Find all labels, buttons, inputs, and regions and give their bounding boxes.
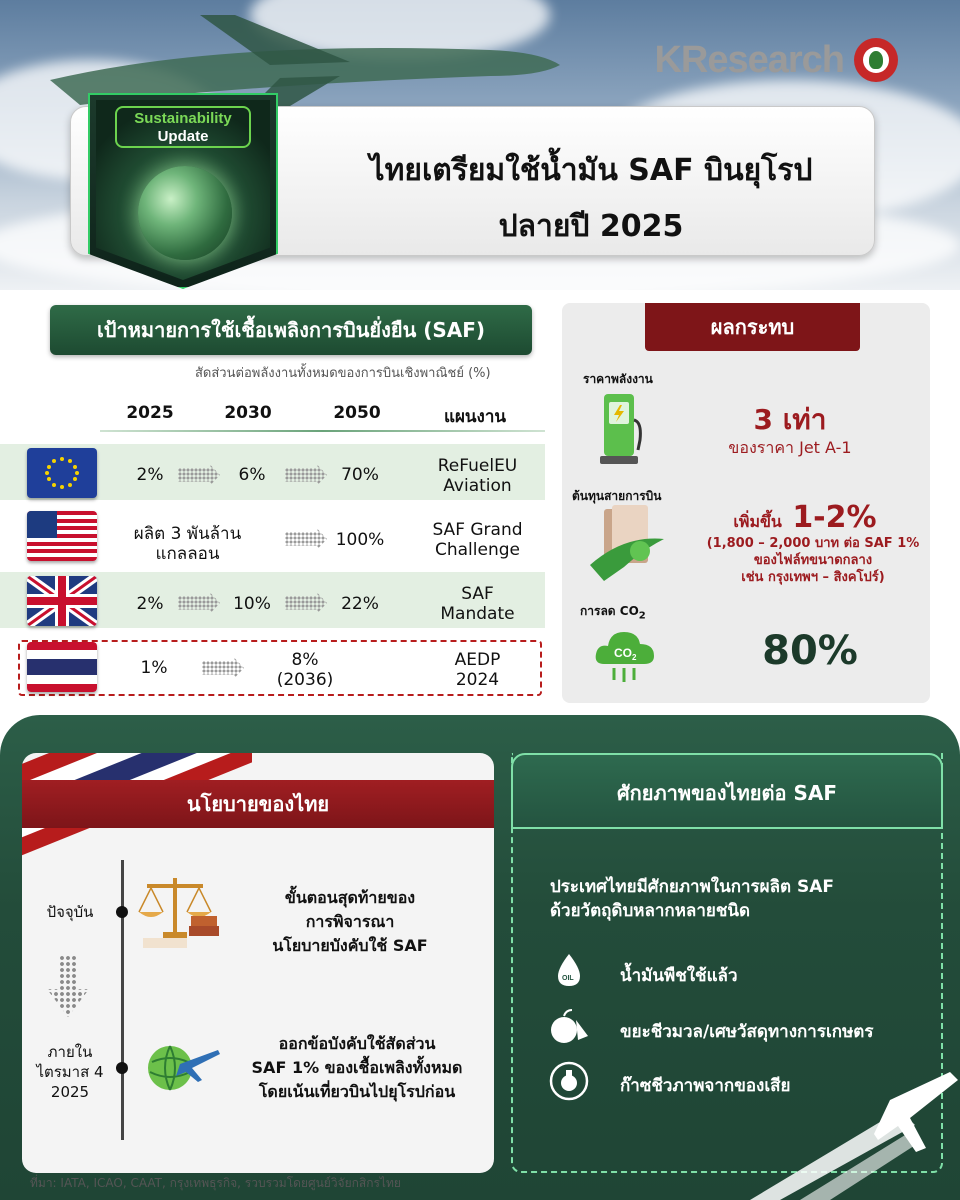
co2-icon-text: CO <box>614 646 632 660</box>
later-label-line-3: 2025 <box>50 1083 90 1101</box>
now-text-line-1: ขั้นตอนสุดท้ายของ <box>284 888 416 907</box>
usa-plan-line-1: SAF Grand <box>432 520 523 540</box>
usa-plan-line-2: Challenge <box>435 540 520 560</box>
timeline-now-label: ปัจจุบัน <box>46 903 94 921</box>
source-note: ที่มา: IATA, ICAO, CAAT, กรุงเทพธุรกิจ, รวบรวมโดยศูนย์วิจัยกสิกรไทย <box>30 1176 401 1190</box>
money-plane-icon <box>584 505 670 587</box>
kresearch-logo <box>654 38 898 82</box>
later-text-line-1: ออกข้อบังคับใช้สัดส่วน <box>278 1034 436 1053</box>
globe-airplane-icon <box>146 1040 222 1096</box>
co2-reduction-label <box>580 602 646 621</box>
airline-cost-label: ต้นทุนสายการบิน <box>572 489 662 503</box>
badge-line-2: Update <box>157 128 209 145</box>
column-header-2030: 2030 <box>224 403 272 423</box>
usa-2050-value: 100% <box>335 530 385 550</box>
timeline-later-text <box>226 1032 488 1104</box>
timeline-now-text <box>230 886 470 958</box>
potential-heading-text: ศักยภาพของไทยต่อ SAF <box>616 781 838 805</box>
oil-drop-recycle-icon <box>548 950 590 992</box>
cost-note-line-3: เช่น กรุงเทพฯ – สิงคโปร์) <box>741 570 885 585</box>
fruit-vegetable-icon <box>548 1006 590 1048</box>
policy-heading: นโยบายของไทย <box>22 780 494 828</box>
energy-price-value: 3 เท่า <box>753 403 827 436</box>
now-text-line-3: นโยบายบังคับใช้ SAF <box>272 936 428 955</box>
uk-plan-line-2: Mandate <box>440 604 515 624</box>
eu-flag-icon <box>27 448 97 498</box>
uk-2025-value: 2% <box>136 594 164 614</box>
divider <box>100 430 545 432</box>
targets-subtitle: สัดส่วนต่อพลังงานทั้งหมดของการบินเชิงพาณิชย์ (%) <box>195 366 491 381</box>
page-title <box>331 143 851 255</box>
later-label-line-1: ภายใน <box>47 1043 93 1061</box>
eu-plan-line-2: Aviation <box>443 476 512 496</box>
potential-heading <box>511 753 943 829</box>
timeline-dot <box>116 1062 128 1074</box>
usa-2025-value <box>120 524 255 564</box>
intro-line-2: ด้วยวัตถุดิบหลากหลายชนิด <box>550 901 751 921</box>
eu-2030-value: 6% <box>238 465 266 485</box>
oil-icon-text: OIL <box>562 975 574 982</box>
uk-plan <box>410 584 545 624</box>
later-text-line-3: โดยเน้นเที่ยวบินไปยุโรปก่อน <box>258 1082 456 1101</box>
later-text-line-2: SAF 1% ของเชื้อเพลิงทั้งหมด <box>251 1058 463 1077</box>
cost-note-line-1: (1,800 – 2,000 บาท ต่อ SAF 1% <box>706 536 920 551</box>
column-header-2050: 2050 <box>333 403 381 423</box>
energy-price-label: ราคาพลังงาน <box>583 372 653 386</box>
title-line-1: ไทยเตรียมใช้น้ำมัน SAF บินยุโรป <box>369 153 813 188</box>
uk-flag-icon <box>27 576 97 626</box>
uk-2030-value: 10% <box>233 594 271 614</box>
later-label-line-2: ไตรมาส 4 <box>36 1063 104 1081</box>
co2-label-text: การลด CO <box>580 604 639 618</box>
cost-percent: 1-2% <box>792 500 877 535</box>
usa-2025-line-2: แกลลอน <box>155 544 220 564</box>
eu-plan <box>410 456 545 496</box>
column-header-2025: 2025 <box>126 403 174 423</box>
potential-item-biogas: ก๊าซชีวภาพจากของเสีย <box>620 1076 791 1096</box>
cost-note-line-2: ของไฟล์ทขนาดกลาง <box>753 553 873 568</box>
uk-2050-value: 22% <box>341 594 379 614</box>
logo-text: KResearch <box>654 38 844 81</box>
now-text-line-2: การพิจารณา <box>305 912 395 931</box>
badge-line-1: Sustainability <box>134 110 232 127</box>
cost-prefix: เพิ่มขึ้น <box>733 512 782 531</box>
scales-of-justice-icon <box>133 874 223 952</box>
intro-line-1: ประเทศไทยมีศักยภาพในการผลิต SAF <box>550 877 835 897</box>
usa-plan <box>410 520 545 560</box>
thailand-plan <box>410 650 545 690</box>
ev-charger-icon <box>598 390 644 468</box>
airplane-contrail-icon <box>750 1070 960 1200</box>
co2-label-subscript: 2 <box>638 610 646 622</box>
potential-item-biomass: ขยะชีวมวล/เศษวัสดุทางการเกษตร <box>620 1022 874 1042</box>
potential-item-used-oil: น้ำมันพืชใช้แล้ว <box>620 966 738 986</box>
energy-price-note: ของราคา Jet A-1 <box>728 438 852 457</box>
thailand-2030-value <box>260 650 350 690</box>
co2-icon-subscript: 2 <box>632 653 637 662</box>
thailand-2025-value: 1% <box>140 658 168 678</box>
timeline-later-label <box>28 1042 112 1102</box>
thai-flag-icon <box>27 642 97 692</box>
badge-label <box>115 106 251 148</box>
column-header-plan: แผนงาน <box>443 407 506 427</box>
eu-plan-line-1: ReFuelEU <box>437 456 518 476</box>
thailand-plan-line-2: 2024 <box>455 670 500 690</box>
eu-2025-value: 2% <box>136 465 164 485</box>
us-flag-icon <box>27 511 97 561</box>
co2-reduction-value: 80% <box>762 628 858 674</box>
timeline-line <box>121 860 124 1140</box>
airline-cost-note <box>693 535 933 586</box>
globe-icon <box>138 166 232 260</box>
thailand-plan-line-1: AEDP <box>454 650 501 670</box>
biogas-icon <box>548 1060 590 1102</box>
co2-cloud-icon <box>592 624 658 684</box>
uk-plan-line-1: SAF <box>461 584 494 604</box>
kasikorn-logo-icon <box>854 38 898 82</box>
usa-2025-line-1: ผลิต 3 พันล้าน <box>133 524 242 544</box>
targets-heading: เป้าหมายการใช้เชื้อเพลิงการบินยั่งยืน (SAF) <box>50 305 532 355</box>
eu-2050-value: 70% <box>341 465 379 485</box>
airline-cost-value <box>705 500 905 540</box>
impact-heading: ผลกระทบ <box>645 303 860 351</box>
title-line-2: ปลายปี 2025 <box>498 209 684 244</box>
thailand-target-line-2: (2036) <box>276 670 334 690</box>
potential-intro <box>550 875 834 923</box>
timeline-dot <box>116 906 128 918</box>
thailand-target-line-1: 8% <box>291 650 319 670</box>
